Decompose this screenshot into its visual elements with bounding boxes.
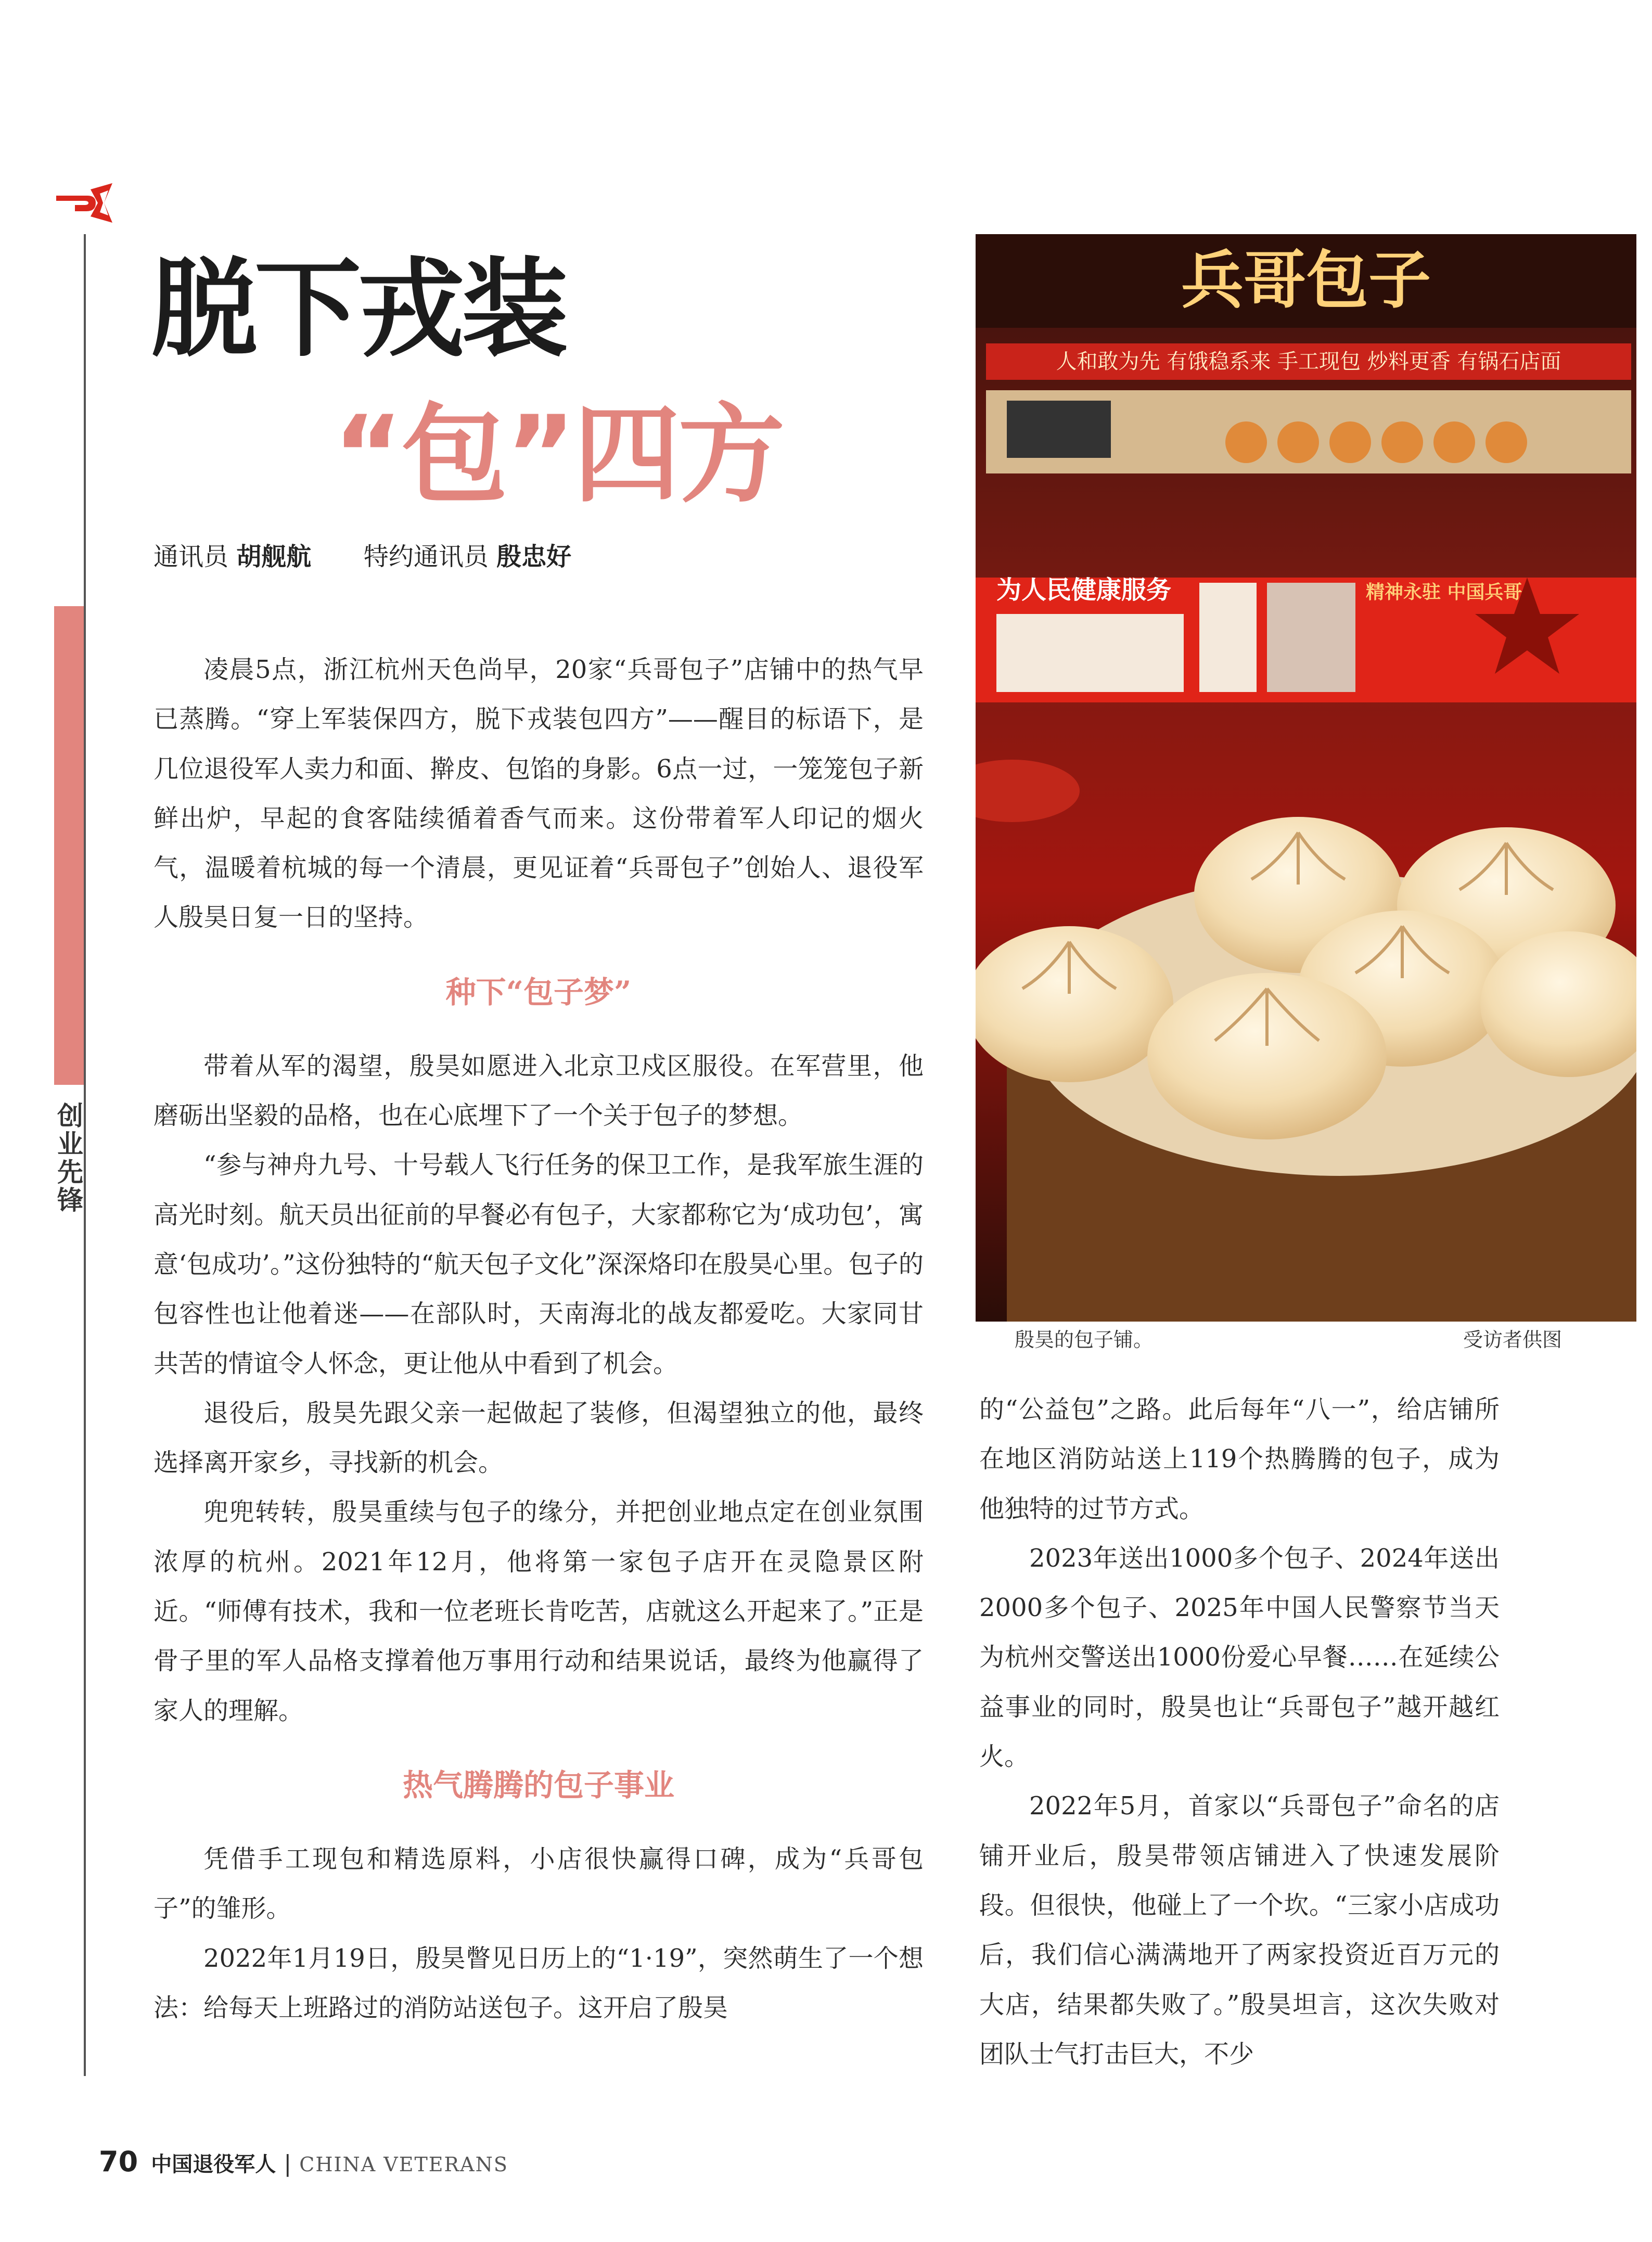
title-line-2: “包”四方: [333, 393, 783, 517]
byline: [153, 536, 571, 578]
footer-separator: |: [284, 2150, 292, 2177]
shop-sign-text: 兵哥包子: [1181, 245, 1431, 317]
section-label: 创业先锋: [53, 1102, 83, 1214]
paragraph: 兜兜转转，殷昊重续与包子的缘分，并把创业地点定在创业氛围浓厚的杭州。2021年12月，他将第一家包子店开在灵隐景区附近。“师傅有技术，我和一位老班长肯吃苦，店就这么开起来了。”正是骨子里的军人品格支撑着他万事用行动和结果说话，最终为他赢得了家人的理解。: [153, 1497, 924, 1725]
menu-banner-text: 人和敢为先 有饿稳系来 手工现包 炒料更香 有锅石店面: [1056, 350, 1561, 374]
paragraph: 凭借手工现包和精选原料，小店很快赢得口碑，成为“兵哥包子”的雏形。: [153, 1844, 924, 1924]
magazine-logo-icon: [54, 182, 117, 224]
byline-name-1: 胡舰航: [236, 542, 312, 571]
left-column: [153, 645, 924, 2033]
paragraph: 退役后，殷昊先跟父亲一起做起了装修，但渴望独立的他，最终选择离开家乡，寻找新的机会。: [153, 1398, 924, 1478]
section-heading-2: 热气腾腾的包子事业: [402, 1767, 674, 1803]
photo-caption: 殷昊的包子铺。: [1015, 1328, 1154, 1351]
right-column: [979, 1385, 1500, 2079]
byline-name-2: 殷忠好: [496, 542, 572, 571]
section-color-bar: [54, 606, 84, 1085]
title-line-1: 脱下戎装: [151, 248, 565, 371]
byline-role-1: 通讯员: [153, 542, 229, 571]
slogan-text: 精神永驻 中国兵哥: [1366, 582, 1522, 603]
side-rule: [84, 234, 86, 2076]
section-heading-1: 种下“包子梦”: [445, 974, 632, 1010]
page-number: 70: [99, 2145, 138, 2178]
page-footer: [99, 2144, 508, 2187]
paragraph: “参与神舟九号、十号载人飞行任务的保卫工作，是我军旅生涯的高光时刻。航天员出征前的早餐必有包子，大家都称它为‘成功包’，寓意‘包成功’。”这份独特的“航天包子文化”深深烙印在殷昊心里。包子的包容性也让他着迷——在部队时，天南海北的战友都爱吃。大家同甘共苦的情谊令人怀念，更让他从中看到了机会。: [153, 1150, 924, 1378]
poster-text: 为人民健康服务: [996, 575, 1172, 605]
paragraph: 2022年1月19日，殷昊瞥见日历上的“1·19”，突然萌生了一个想法：给每天上班路过的消防站送包子。这开启了殷昊: [153, 1943, 924, 2022]
photo-credit: 受访者供图: [1463, 1328, 1563, 1351]
paragraph: 2023年送出1000多个包子、2024年送出2000多个包子、2025年中国人民警察节当天为杭州交警送出1000份爱心早餐……在延续公益事业的同时，殷昊也让“兵哥包子”越开越红火。: [979, 1543, 1500, 1772]
magazine-name: 中国退役军人: [151, 2153, 276, 2176]
intro-paragraph: 凌晨5点，浙江杭州天色尚早，20家“兵哥包子”店铺中的热气早已蒸腾。“穿上军装保四方，脱下戎装包四方”——醒目的标语下，是几位退役军人卖力和面、擀皮、包馅的身影。6点一过，一笼笼包子新鲜出炉，早起的食客陆续循着香气而来。这份带着军人印记的烟火气，温暖着杭城的每一个清晨，更见证着“兵哥包子”创始人、退役军人殷昊日复一日的坚持。: [153, 655, 924, 932]
magazine-name-en: CHINA VETERANS: [299, 2153, 508, 2176]
paragraph: 带着从军的渴望，殷昊如愿进入北京卫戍区服役。在军营里，他磨砺出坚毅的品格，也在心底埋下了一个关于包子的梦想。: [153, 1051, 924, 1131]
paragraph: 的“公益包”之路。此后每年“八一”，给店铺所在地区消防站送上119个热腾腾的包子，成为他独特的过节方式。: [979, 1395, 1500, 1523]
shop-photo: [976, 234, 1636, 1322]
byline-role-2: 特约通讯员: [363, 542, 489, 571]
paragraph: 2022年5月，首家以“兵哥包子”命名的店铺开业后，殷昊带领店铺进入了快速发展阶段。但很快，他碰上了一个坎。“三家小店成功后，我们信心满满地开了两家投资近百万元的大店，结果都失败了。”殷昊坦言，这次失败对团队士气打击巨大，不少: [979, 1791, 1500, 2069]
